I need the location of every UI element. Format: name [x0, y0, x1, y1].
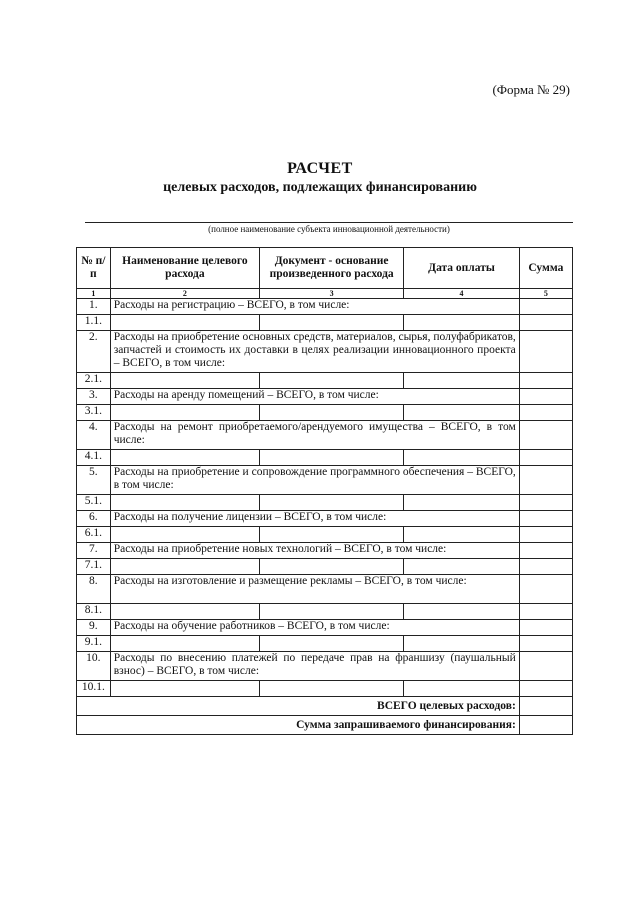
- row-number: 9.1.: [77, 636, 111, 652]
- expense-category: Расходы на приобретение основных средств, материалов, сырья, полуфабрикатов, запчастей и стоимость их доставки в целях реализации инновационного проекта – ВСЕГО, в том числе:: [110, 331, 519, 373]
- sum-cell[interactable]: [519, 636, 572, 652]
- date-cell[interactable]: [404, 636, 520, 652]
- header-date: Дата оплаты: [404, 248, 520, 289]
- form-number: (Форма № 29): [492, 82, 570, 97]
- sum-cell[interactable]: [519, 495, 572, 511]
- requested-sum-cell[interactable]: [519, 716, 572, 735]
- row-number: 4.1.: [77, 450, 111, 466]
- table-row: [77, 373, 573, 389]
- table-row: [77, 681, 573, 697]
- table-row: [77, 389, 573, 405]
- table-row: [77, 450, 573, 466]
- column-number: 2: [110, 289, 259, 299]
- document-cell[interactable]: [260, 373, 404, 389]
- table-row: [77, 543, 573, 559]
- row-number: 2.1.: [77, 373, 111, 389]
- total-row: [77, 697, 573, 716]
- document-cell[interactable]: [260, 495, 404, 511]
- subject-name-caption: (полное наименование субъекта инновационной деятельности): [208, 224, 450, 234]
- name-cell[interactable]: [110, 495, 259, 511]
- row-number: 1.: [77, 299, 111, 315]
- table-row: [77, 511, 573, 527]
- name-cell[interactable]: [110, 405, 259, 421]
- table-row: [77, 620, 573, 636]
- table-header-row: [77, 248, 573, 289]
- row-number: 7.: [77, 543, 111, 559]
- sum-cell[interactable]: [519, 466, 572, 495]
- column-number-row: [77, 289, 573, 299]
- table-row: [77, 495, 573, 511]
- row-number: 7.1.: [77, 559, 111, 575]
- row-number: 6.: [77, 511, 111, 527]
- name-cell[interactable]: [110, 373, 259, 389]
- sum-cell[interactable]: [519, 543, 572, 559]
- column-number: 1: [77, 289, 111, 299]
- table-row: [77, 315, 573, 331]
- date-cell[interactable]: [404, 527, 520, 543]
- row-number: 4.: [77, 421, 111, 450]
- column-number: 4: [404, 289, 520, 299]
- row-number: 8.1.: [77, 604, 111, 620]
- column-number: 3: [260, 289, 404, 299]
- sum-cell[interactable]: [519, 681, 572, 697]
- document-cell[interactable]: [260, 559, 404, 575]
- table-row: [77, 405, 573, 421]
- date-cell[interactable]: [404, 405, 520, 421]
- sum-cell[interactable]: [519, 373, 572, 389]
- document-cell[interactable]: [260, 604, 404, 620]
- sum-cell[interactable]: [519, 389, 572, 405]
- expense-category: Расходы на изготовление и размещение рекламы – ВСЕГО, в том числе:: [110, 575, 519, 604]
- sum-cell[interactable]: [519, 421, 572, 450]
- column-number: 5: [519, 289, 572, 299]
- row-number: 3.1.: [77, 405, 111, 421]
- row-number: 5.: [77, 466, 111, 495]
- expense-category: Расходы на приобретение и сопровождение программного обеспечения – ВСЕГО, в том числе:: [110, 466, 519, 495]
- expense-category: Расходы на ремонт приобретаемого/арендуемого имущества – ВСЕГО, в том числе:: [110, 421, 519, 450]
- name-cell[interactable]: [110, 636, 259, 652]
- sum-cell[interactable]: [519, 405, 572, 421]
- expense-category: Расходы на регистрацию – ВСЕГО, в том числе:: [110, 299, 519, 315]
- table-row: [77, 299, 573, 315]
- sum-cell[interactable]: [519, 652, 572, 681]
- sum-cell[interactable]: [519, 604, 572, 620]
- date-cell[interactable]: [404, 604, 520, 620]
- expense-category: Расходы на обучение работников – ВСЕГО, в том числе:: [110, 620, 519, 636]
- sum-cell[interactable]: [519, 511, 572, 527]
- document-cell[interactable]: [260, 636, 404, 652]
- expense-category: Расходы на аренду помещений – ВСЕГО, в том числе:: [110, 389, 519, 405]
- sum-cell[interactable]: [519, 299, 572, 315]
- expense-category: Расходы по внесению платежей по передаче прав на франшизу (паушальный взнос) – ВСЕГО, в том числе:: [110, 652, 519, 681]
- table-row: [77, 575, 573, 604]
- requested-row: [77, 716, 573, 735]
- row-number: 5.1.: [77, 495, 111, 511]
- header-name: Наименование целевого расхода: [110, 248, 259, 289]
- sum-cell[interactable]: [519, 331, 572, 373]
- row-number: 2.: [77, 331, 111, 373]
- sum-cell[interactable]: [519, 620, 572, 636]
- document-cell[interactable]: [260, 681, 404, 697]
- expenses-table: [76, 247, 573, 735]
- header-no: № п/п: [77, 248, 111, 289]
- row-number: 3.: [77, 389, 111, 405]
- sum-cell[interactable]: [519, 575, 572, 604]
- date-cell[interactable]: [404, 495, 520, 511]
- document-cell[interactable]: [260, 405, 404, 421]
- total-expenses-label: ВСЕГО целевых расходов:: [77, 697, 520, 716]
- table-row: [77, 466, 573, 495]
- document-cell[interactable]: [260, 315, 404, 331]
- row-number: 10.: [77, 652, 111, 681]
- table-row: [77, 636, 573, 652]
- table-row: [77, 559, 573, 575]
- table-row: [77, 421, 573, 450]
- name-cell[interactable]: [110, 450, 259, 466]
- name-cell[interactable]: [110, 527, 259, 543]
- table-row: [77, 331, 573, 373]
- name-cell[interactable]: [110, 604, 259, 620]
- table-row: [77, 604, 573, 620]
- expense-category: Расходы на приобретение новых технологий – ВСЕГО, в том числе:: [110, 543, 519, 559]
- name-cell[interactable]: [110, 559, 259, 575]
- sum-cell[interactable]: [519, 450, 572, 466]
- requested-financing-label: Сумма запрашиваемого финансирования:: [77, 716, 520, 735]
- expense-category: Расходы на получение лицензии – ВСЕГО, в том числе:: [110, 511, 519, 527]
- row-number: 6.1.: [77, 527, 111, 543]
- document-cell[interactable]: [260, 450, 404, 466]
- document-subtitle: целевых расходов, подлежащих финансированию: [163, 180, 477, 195]
- header-sum: Сумма: [519, 248, 572, 289]
- date-cell[interactable]: [404, 373, 520, 389]
- row-number: 10.1.: [77, 681, 111, 697]
- table-row: [77, 652, 573, 681]
- sum-cell[interactable]: [519, 559, 572, 575]
- sum-cell[interactable]: [519, 527, 572, 543]
- date-cell[interactable]: [404, 450, 520, 466]
- name-cell[interactable]: [110, 315, 259, 331]
- row-number: 9.: [77, 620, 111, 636]
- row-number: 8.: [77, 575, 111, 604]
- sum-cell[interactable]: [519, 315, 572, 331]
- subject-name-line[interactable]: [85, 222, 573, 223]
- header-document: Документ - основание произведенного расхода: [260, 248, 404, 289]
- date-cell[interactable]: [404, 681, 520, 697]
- table-row: [77, 527, 573, 543]
- row-number: 1.1.: [77, 315, 111, 331]
- total-sum-cell[interactable]: [519, 697, 572, 716]
- date-cell[interactable]: [404, 315, 520, 331]
- document-title: РАСЧЕТ: [287, 160, 353, 177]
- document-cell[interactable]: [260, 527, 404, 543]
- date-cell[interactable]: [404, 559, 520, 575]
- name-cell[interactable]: [110, 681, 259, 697]
